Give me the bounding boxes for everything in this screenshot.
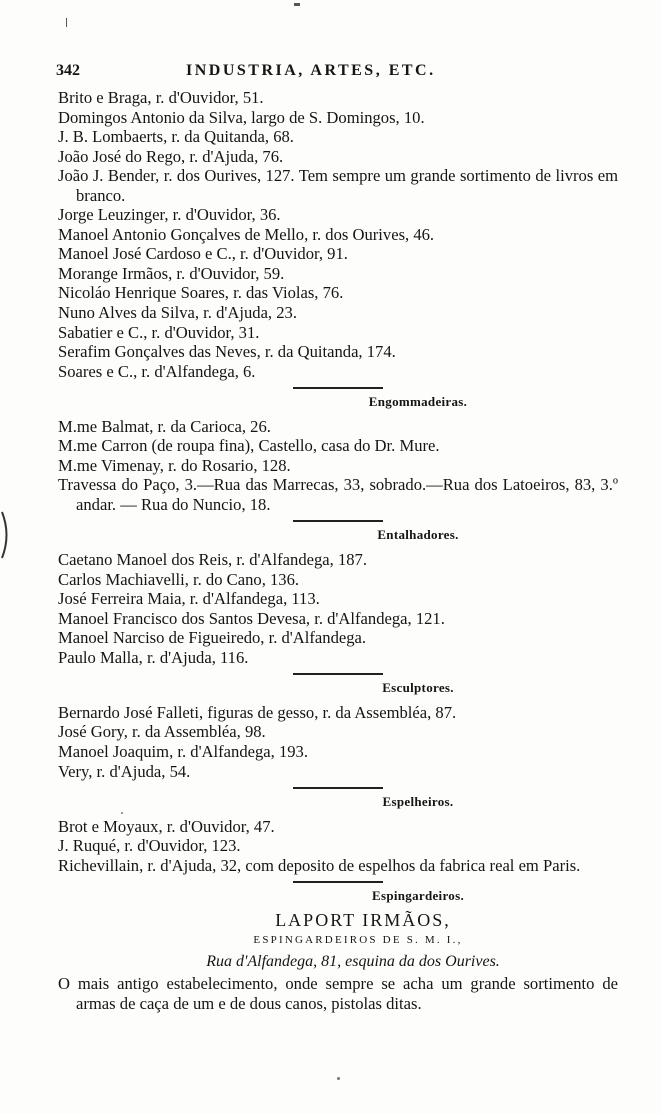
list-item: Serafim Gonçalves das Neves, r. da Quitanda, 174.: [58, 342, 396, 362]
list-item: João José do Rego, r. d'Ajuda, 76.: [58, 146, 284, 166]
advert-title: LAPORT IRMÃOS,: [275, 909, 451, 930]
section-rule: [293, 881, 383, 883]
list-item: J. Ruqué, r. d'Ouvidor, 123.: [58, 836, 241, 856]
list-item: Richevillain, r. d'Ajuda, 32, com deposito de espelhos da fabrica real em Paris.: [58, 855, 581, 875]
list-item: Brito e Braga, r. d'Ouvidor, 51.: [58, 88, 264, 107]
section-heading: Espingardeiros.: [371, 888, 465, 904]
list-item: Manoel Francisco dos Santos Devesa, r. d'Alfandega, 121.: [58, 608, 445, 628]
list-item: Manoel Antonio Gonçalves de Mello, r. dos Ourives, 46.: [58, 224, 435, 244]
advert-subtitle: ESPINGARDEIROS DE S. M. I.,: [253, 934, 463, 947]
list-item: Brot e Moyaux, r. d'Ouvidor, 47.: [58, 816, 275, 836]
advert-address: Rua d'Alfandega, 81, esquina da dos Ourives.: [206, 952, 500, 970]
ink-mark-top: [294, 3, 300, 6]
list-item: Sabatier e C., r. d'Ouvidor, 31.: [58, 322, 260, 342]
list-item: M.me Balmat, r. da Carioca, 26.: [58, 416, 271, 436]
running-head: [56, 62, 616, 86]
binding-edge-mark: [0, 510, 14, 560]
section-engommadeiras: [58, 387, 618, 514]
list-item: Caetano Manoel dos Reis, r. d'Alfandega, 187.: [58, 550, 367, 570]
list-item: Carlos Machiavelli, r. do Cano, 136.: [58, 569, 300, 589]
list-item: Manoel José Cardoso e C., r. d'Ouvidor, 91.: [58, 244, 348, 264]
list-item: Nuno Alves da Silva, r. d'Ajuda, 23.: [58, 303, 297, 323]
list-item: Soares e C., r. d'Alfandega, 6.: [58, 361, 256, 381]
section-rule: [293, 673, 383, 675]
list-item: M.me Carron (de roupa fina), Castello, casa do Dr. Mure.: [58, 436, 440, 456]
section-espelheiros: [58, 787, 618, 875]
list-item: Manoel Joaquim, r. d'Alfandega, 193.: [58, 741, 308, 761]
list-item: Paulo Malla, r. d'Ajuda, 116.: [58, 647, 249, 667]
page-number: 342: [56, 62, 80, 79]
section-heading: Espelheiros.: [382, 794, 454, 810]
section-heading: Esculptores.: [382, 680, 454, 696]
advert-text: O mais antigo estabelecimento, onde sempre se acha um grande sortimento de armas de caça de um e de dous canos, pistolas ditas.: [58, 974, 618, 1013]
list-item: José Ferreira Maia, r. d'Alfandega, 113.: [58, 589, 320, 609]
section-esculptores: [58, 673, 618, 781]
section-rule: [293, 787, 383, 789]
list-item: Jorge Leuzinger, r. d'Ouvidor, 36.: [58, 205, 281, 225]
list-item: Manoel Narciso de Figueiredo, r. d'Alfandega.: [58, 628, 367, 648]
list-item: João J. Bender, r. dos Ourives, 127. Tem sempre um grande sortimento de livros em branco.: [58, 166, 618, 205]
list-item: J. B. Lombaerts, r. da Quitanda, 68.: [58, 127, 294, 147]
running-title: INDUSTRIA, ARTES, ETC.: [186, 62, 436, 79]
ink-speck: [337, 1077, 340, 1080]
section-heading: Engommadeiras.: [368, 394, 468, 410]
list-item: Travessa do Paço, 3.—Rua das Marrecas, 33, sobrado.—Rua dos Latoeiros, 83, 3.º andar. — Rua do Nuncio, 18.: [58, 475, 618, 514]
section-heading: Entalhadores.: [377, 527, 459, 543]
body-text: [58, 88, 618, 1014]
section-rule: [293, 387, 383, 389]
list-item: M.me Vimenay, r. do Rosario, 128.: [58, 455, 291, 475]
list-item: Bernardo José Falleti, figuras de gesso, r. da Assembléa, 87.: [58, 702, 457, 722]
section-rule: [293, 520, 383, 522]
section-espingardeiros: [58, 881, 618, 1013]
ink-mark-left: [66, 18, 67, 27]
list-item: Nicoláo Henrique Soares, r. das Violas, 76.: [58, 283, 344, 303]
list-item: Morange Irmãos, r. d'Ouvidor, 59.: [58, 263, 285, 283]
opening-entries: [58, 88, 618, 381]
section-entalhadores: [58, 520, 618, 667]
list-item: Very, r. d'Ajuda, 54.: [58, 761, 191, 781]
list-item: Domingos Antonio da Silva, largo de S. Domingos, 10.: [58, 107, 425, 127]
list-item: José Gory, r. da Assembléa, 98.: [58, 722, 266, 742]
